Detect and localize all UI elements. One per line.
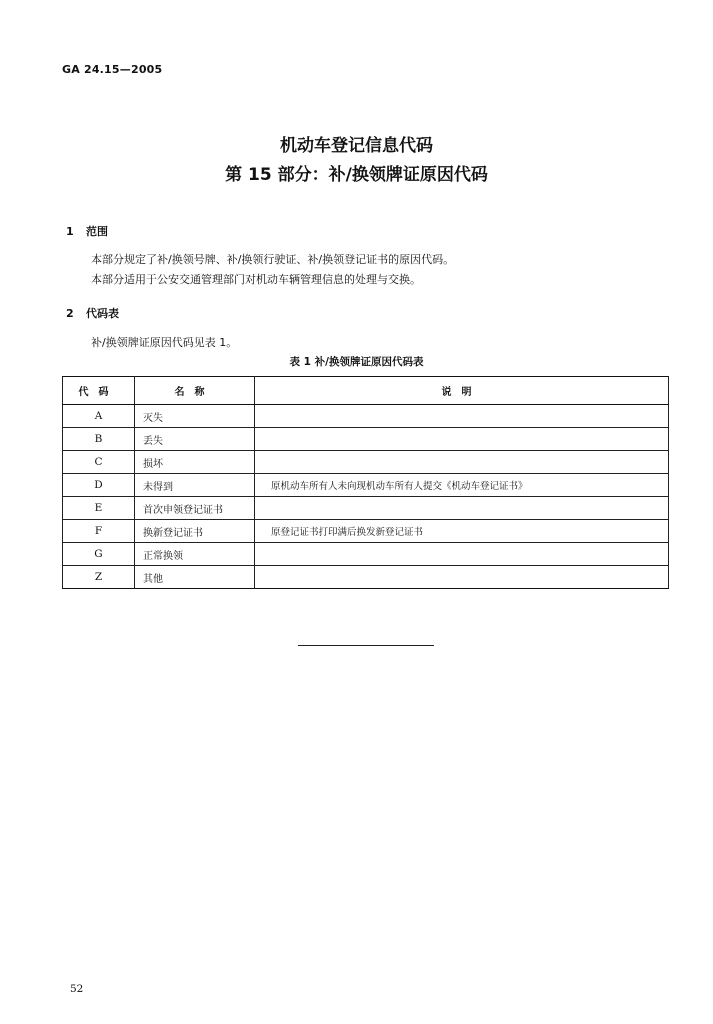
row-description: 原机动车所有人未向现机动车所有人提交《机动车登记证书》 [255,474,669,497]
table-row [63,497,669,520]
section-2-title: 代码表 [86,307,119,320]
row-name: 丢失 [135,428,255,451]
table-row [63,566,669,589]
row-name: 未得到 [135,474,255,497]
section-1-paragraph-1: 本部分规定了补/换领号牌、补/换领行驶证、补/换领登记证书的原因代码。 [91,253,455,266]
section-1-paragraph-2: 本部分适用于公安交通管理部门对机动车辆管理信息的处理与交换。 [91,273,421,286]
header-description: 说明 [255,377,669,405]
row-code: A [63,405,135,428]
header-name: 名称 [135,377,255,405]
header-code: 代码 [63,377,135,405]
section-2-intro: 补/换领牌证原因代码见表 1。 [91,336,238,349]
section-1-number: 1 [66,225,74,238]
page-number: 52 [70,983,84,995]
table-header-row [63,377,669,405]
row-description [255,405,669,428]
table-row [63,520,669,543]
row-code: E [63,497,135,520]
reason-code-table [62,376,669,589]
row-code: C [63,451,135,474]
section-2-number: 2 [66,307,74,320]
section-2-heading [66,305,119,321]
table-row [63,405,669,428]
table-row [63,474,669,497]
table-caption: 表 1 补/换领牌证原因代码表 [289,356,424,368]
document-title: 机动车登记信息代码 [280,136,433,156]
section-1-title: 范围 [86,225,108,238]
row-code: D [63,474,135,497]
section-1-heading [66,223,108,239]
table-row [63,451,669,474]
row-name: 损坏 [135,451,255,474]
row-name: 灭失 [135,405,255,428]
row-description [255,428,669,451]
row-code: F [63,520,135,543]
document-subtitle: 第 15 部分：补/换领牌证原因代码 [225,165,488,185]
row-code: G [63,543,135,566]
row-name: 正常换领 [135,543,255,566]
row-description [255,451,669,474]
row-description [255,566,669,589]
row-description: 原登记证书打印满后换发新登记证书 [255,520,669,543]
standard-code: GA 24.15—2005 [62,63,163,76]
row-name: 换新登记证书 [135,520,255,543]
row-name: 首次申领登记证书 [135,497,255,520]
row-name: 其他 [135,566,255,589]
table-row [63,428,669,451]
row-description [255,497,669,520]
table-row [63,543,669,566]
row-description [255,543,669,566]
row-code: B [63,428,135,451]
row-code: Z [63,566,135,589]
end-of-document-rule [298,645,434,646]
